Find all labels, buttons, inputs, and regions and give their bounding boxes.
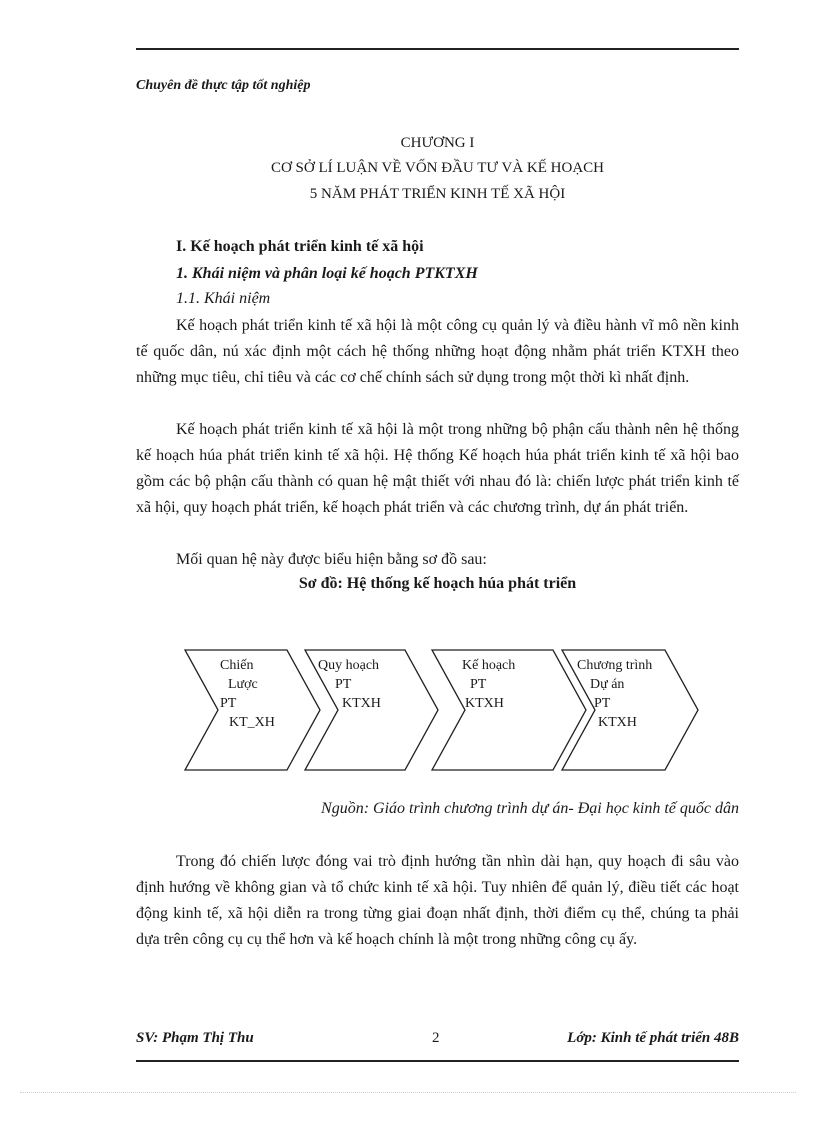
shape-master-plan-line3: KTXH	[342, 696, 381, 711]
shape-plan-line1: Kế hoạch	[462, 658, 516, 673]
shape-strategy-line2: Lược	[228, 677, 258, 692]
diagram-shape-master-plan	[305, 650, 438, 770]
header-rule	[136, 48, 739, 50]
shape-program-line3: PT	[594, 696, 611, 711]
shape-master-plan-line1: Quy hoạch	[318, 658, 380, 673]
shape-master-plan-line2: PT	[335, 677, 352, 692]
shape-strategy-line3: PT	[220, 696, 237, 711]
diagram-shape-plan	[432, 650, 586, 770]
diagram-source: Nguồn: Giáo trình chương trình dự án- Đại học kinh tế quốc dân	[321, 800, 739, 817]
paragraph-definition: Kế hoạch phát triển kinh tế xã hội là một công cụ quản lý và điều hành vĩ mô nền kinh tế quốc dân, nú xác định một cách hệ thống những hoạt động nhằm phát triển KTXH theo những mục tiêu, chỉ tiêu và các cơ chế chính sách sử dụng trong một thời kì nhất định.	[136, 317, 739, 386]
diagram-shape-strategy	[185, 650, 320, 770]
shape-plan-line3: KTXH	[465, 696, 504, 711]
subsection-heading: 1. Khái niệm và phân loại kế hoạch PTKTXH	[176, 265, 478, 282]
footer-class: Lớp: Kinh tế phát triển 48B	[567, 1030, 739, 1046]
shape-program-line4: KTXH	[598, 715, 637, 730]
diagram-title: Sơ đồ: Hệ thống kế hoạch húa phát triển	[298, 575, 577, 592]
section-heading: I. Kế hoạch phát triển kinh tế xã hội	[176, 238, 424, 255]
subsubsection-heading: 1.1. Khái niệm	[176, 290, 271, 307]
shape-program-line2: Dự án	[590, 677, 625, 692]
shape-strategy-line1: Chiến	[220, 658, 254, 673]
chapter-title-line1: CƠ SỞ LÍ LUẬN VỀ VỐN ĐẦU TƯ VÀ KẾ HOẠCH	[270, 160, 605, 176]
footer-page-number: 2	[432, 1030, 440, 1046]
page-bottom-dotted-line	[20, 1092, 796, 1093]
paragraph-system: Kế hoạch phát triển kinh tế xã hội là một trong những bộ phận cấu thành nên hệ thống kế hoạch húa phát triển kinh tế xã hội. Hệ thống Kế hoạch húa phát triển kinh tế xã hội bao gồm các bộ phận cấu thành có quan hệ mật thiết với nhau đó là: chiến lược phát triển kinh tế xã hội, quy hoạch phát triển, kế hoạch phát triển và các chương trình, dự án phát triển.	[136, 421, 739, 516]
footer-student: SV: Phạm Thị Thu	[136, 1030, 254, 1046]
chapter-number: CHƯƠNG I	[400, 135, 475, 151]
shape-plan-line2: PT	[470, 677, 487, 692]
chapter-title-line2: 5 NĂM PHÁT TRIỂN KINH TẾ XÃ HỘI	[309, 186, 566, 202]
header-title: Chuyên đề thực tập tốt nghiệp	[136, 78, 311, 93]
footer-rule	[136, 1060, 739, 1062]
shape-strategy-line4: KT_XH	[229, 715, 275, 730]
planning-system-diagram	[180, 645, 705, 775]
paragraph-relation-intro: Mối quan hệ này được biểu hiện bằng sơ đồ sau:	[176, 551, 487, 568]
shape-program-line1: Chương trình	[577, 658, 653, 673]
paragraph-conclusion: Trong đó chiến lược đóng vai trò định hướng tần nhìn dài hạn, quy hoạch đi sâu vào định hướng về không gian và tổ chức kinh tế xã hội. Tuy nhiên để quản lý, điều tiết các hoạt động kinh tế, xã hội diễn ra trong từng giai đoạn nhất định, thời điểm cụ thể, chúng ta phải dựa trên công cụ cụ thể hơn và kế hoạch chính là một trong những công cụ ấy.	[136, 853, 739, 948]
